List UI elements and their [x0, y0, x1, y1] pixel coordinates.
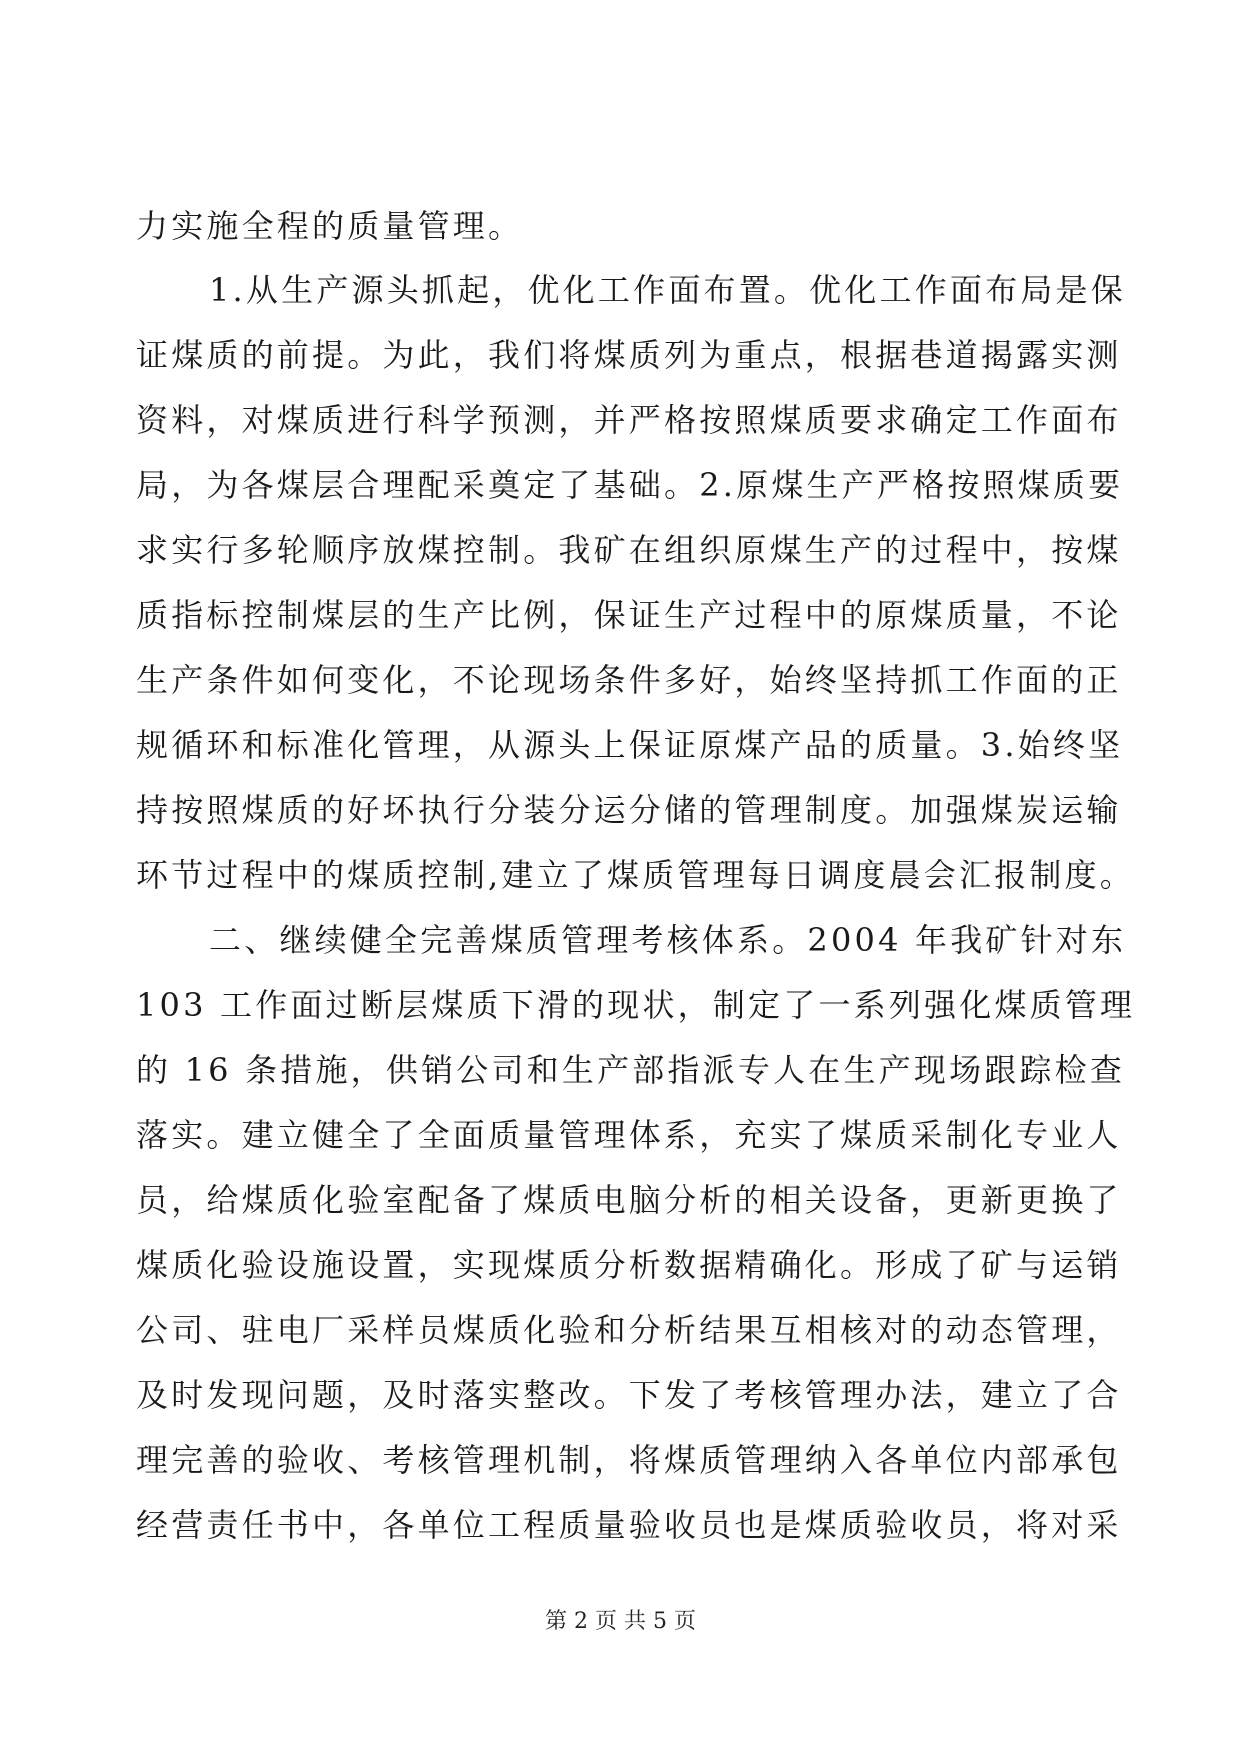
text-line: 及时发现问题，及时落实整改。下发了考核管理办法，建立了合 [136, 1376, 1122, 1414]
text-line: 经营责任书中，各单位工程质量验收员也是煤质验收员，将对采 [136, 1506, 1122, 1544]
text-line: 资料，对煤质进行科学预测，并严格按照煤质要求确定工作面布 [136, 401, 1122, 439]
text-line: 的 16 条措施，供销公司和生产部指派专人在生产现场跟踪检查 [136, 1051, 1126, 1089]
text-line: 局，为各煤层合理配采奠定了基础。2.原煤生产严格按照煤质要 [136, 466, 1124, 504]
text-line: 质指标控制煤层的生产比例，保证生产过程中的原煤质量，不论 [136, 596, 1122, 634]
text-line: 煤质化验设施设置，实现煤质分析数据精确化。形成了矿与运销 [136, 1246, 1122, 1284]
text-line: 力实施全程的质量管理。 [136, 207, 524, 245]
text-line: 环节过程中的煤质控制,建立了煤质管理每日调度晨会汇报制度。 [136, 856, 1135, 894]
text-line: 求实行多轮顺序放煤控制。我矿在组织原煤生产的过程中，按煤 [136, 531, 1122, 569]
text-line: 公司、驻电厂采样员煤质化验和分析结果互相核对的动态管理， [136, 1311, 1122, 1349]
text-line: 证煤质的前提。为此，我们将煤质列为重点，根据巷道揭露实测 [136, 336, 1122, 374]
text-line: 103 工作面过断层煤质下滑的现状，制定了一系列强化煤质管理 [136, 986, 1136, 1024]
text-line: 1.从生产源头抓起，优化工作面布置。优化工作面布局是保 [209, 271, 1126, 309]
text-line: 员，给煤质化验室配备了煤质电脑分析的相关设备，更新更换了 [136, 1181, 1122, 1219]
text-line: 落实。建立健全了全面质量管理体系，充实了煤质采制化专业人 [136, 1116, 1122, 1154]
text-line: 理完善的验收、考核管理机制，将煤质管理纳入各单位内部承包 [136, 1441, 1122, 1479]
text-line: 生产条件如何变化，不论现场条件多好，始终坚持抓工作面的正 [136, 661, 1122, 699]
text-line: 持按照煤质的好坏执行分装分运分储的管理制度。加强煤炭运输 [136, 791, 1122, 829]
text-line: 规循环和标准化管理，从源头上保证原煤产品的质量。3.始终坚 [136, 726, 1124, 764]
page-footer: 第 2 页 共 5 页 [545, 1609, 696, 1634]
text-line: 二、继续健全完善煤质管理考核体系。2004 年我矿针对东 [209, 921, 1127, 959]
